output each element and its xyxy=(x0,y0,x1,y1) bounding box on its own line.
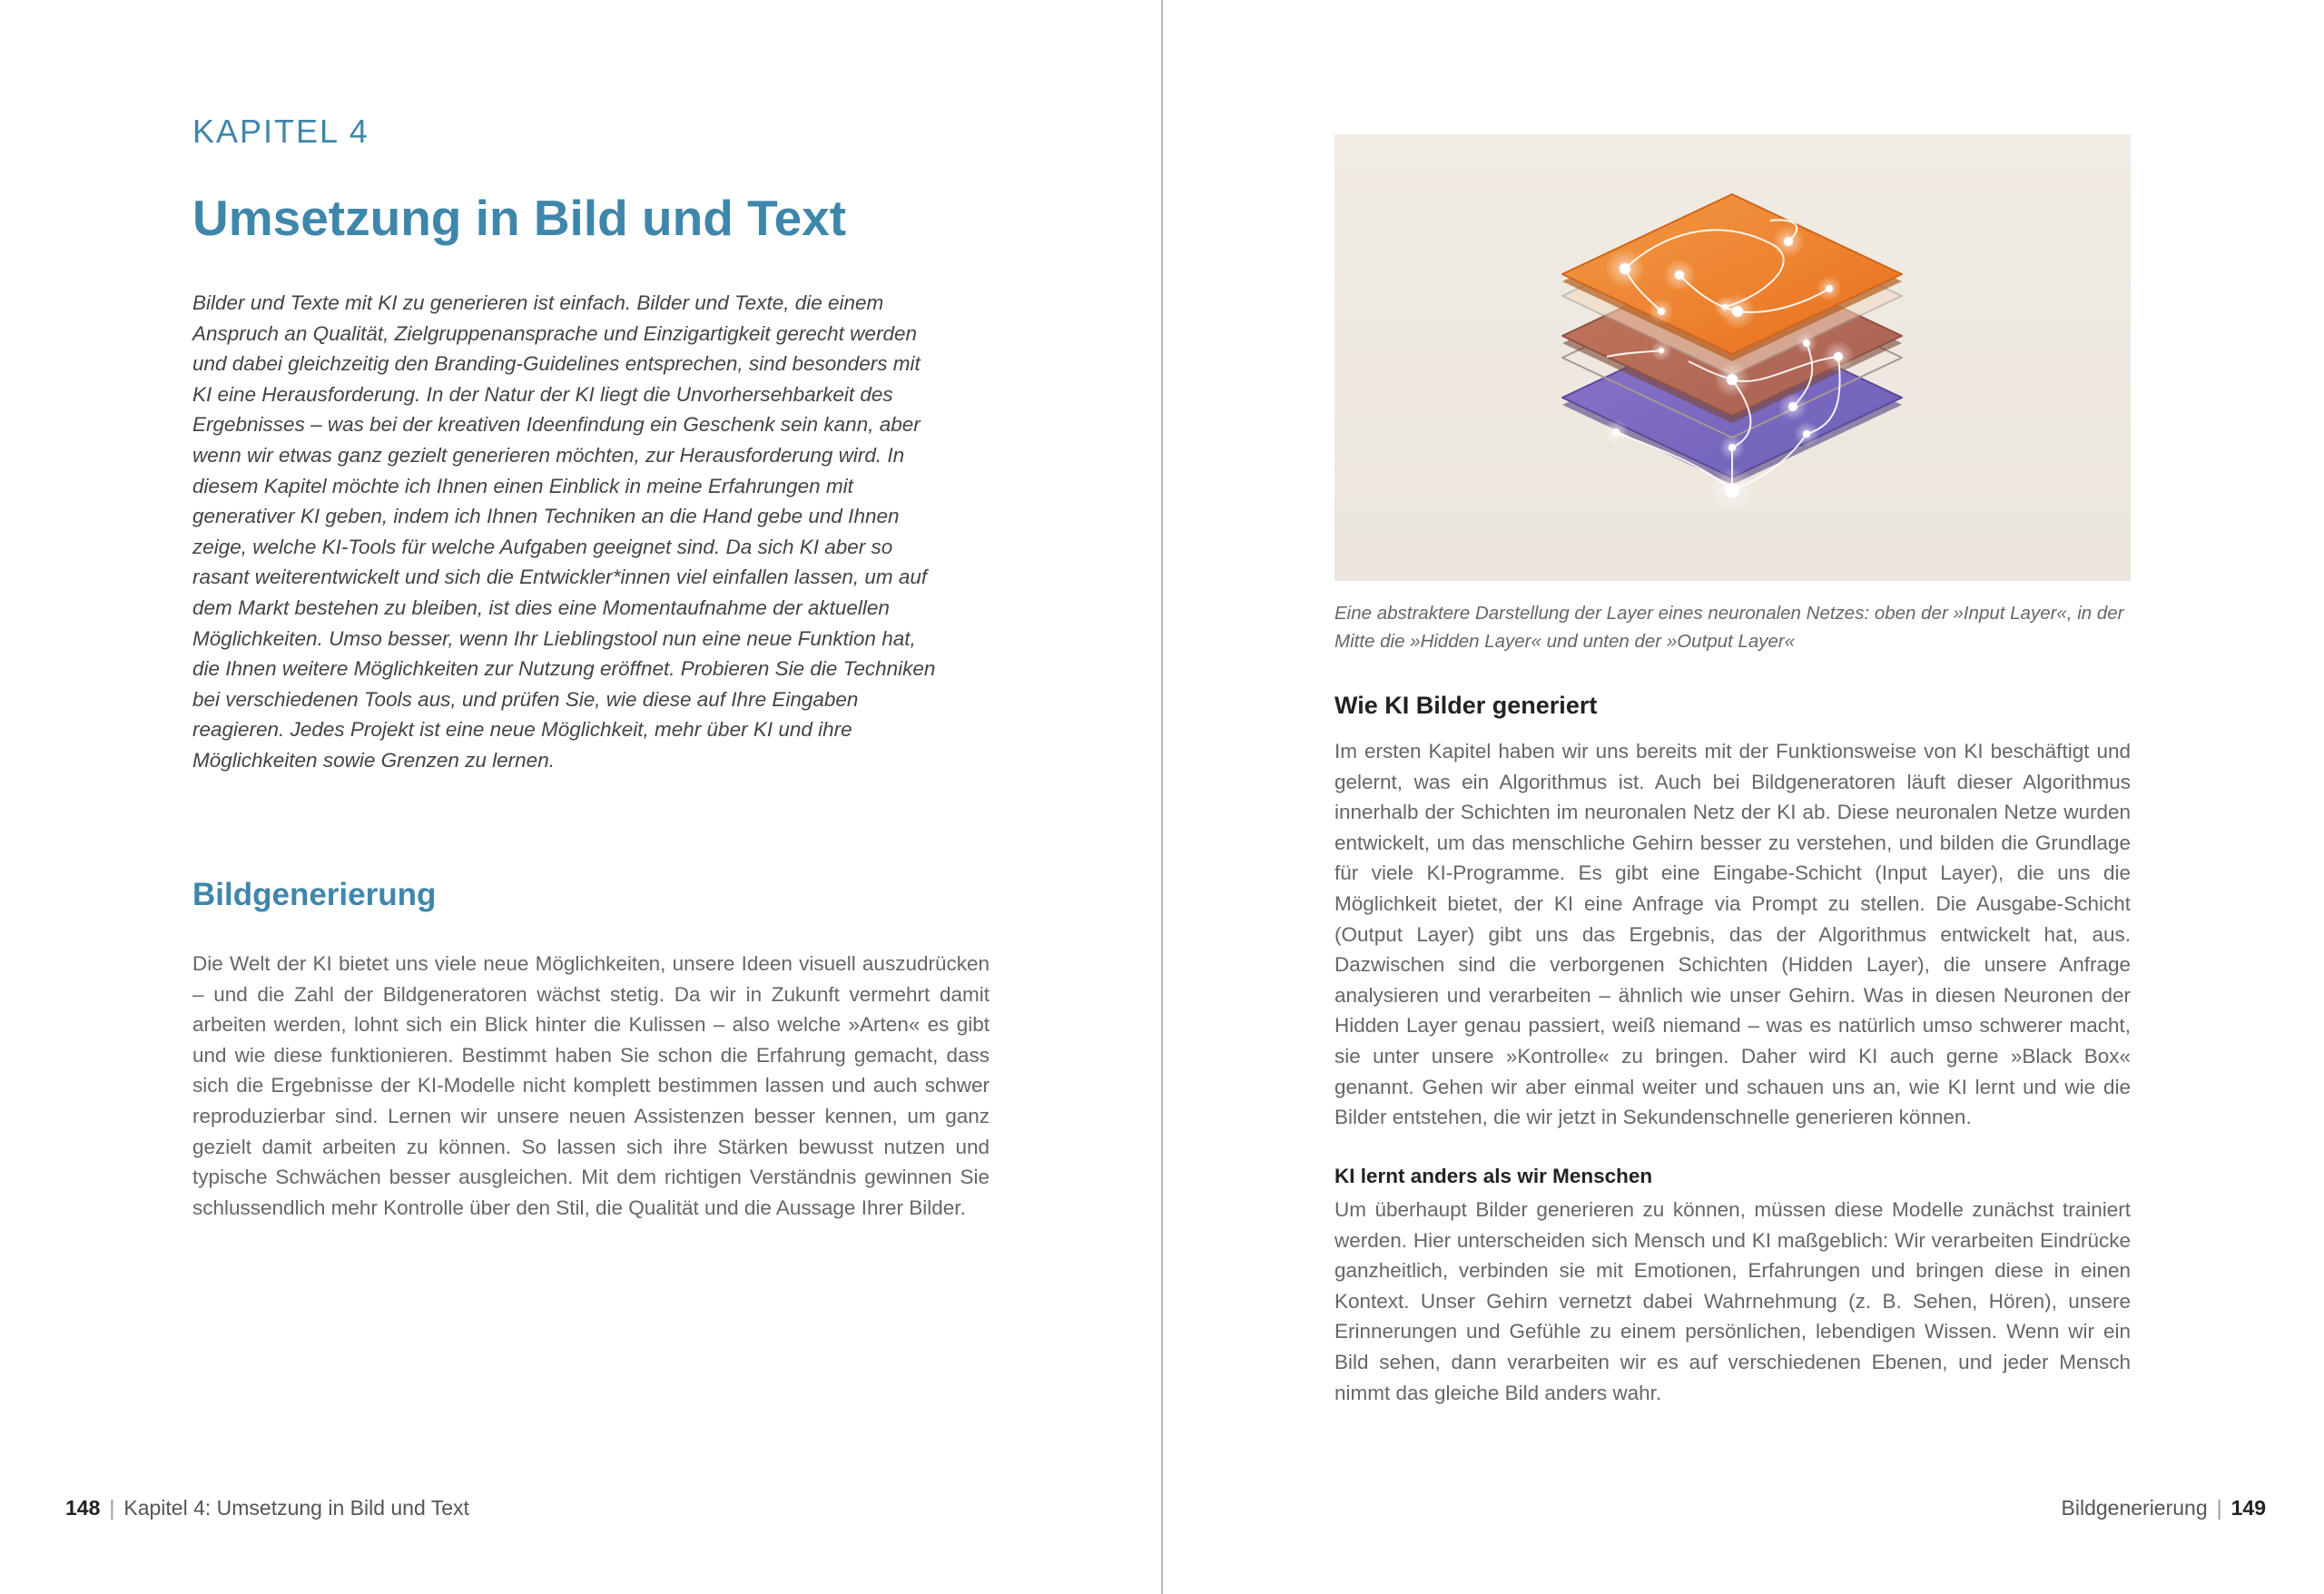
page-footer-right xyxy=(2062,1496,2266,1520)
chapter-title: Umsetzung in Bild und Text xyxy=(192,190,847,246)
figure-caption: Eine abstraktere Darstellung der Layer eines neuronalen Netzes: oben der »Input Layer«, in der Mitte die »Hidden Layer« und unten der »Output Layer« xyxy=(1334,603,2124,652)
footer-separator: | xyxy=(109,1496,115,1520)
layer-stack-graphic xyxy=(1334,134,2131,581)
section-body: Im ersten Kapitel haben wir uns bereits mit der Funktionsweise von KI beschäftigt und gelernt, was ein Algorithmus ist. Auch bei Bildgeneratoren läuft dieser Algorithmus innerhalb der Schichten im neuronalen Netz der KI ab. Diese neuronalen Netze wurden entwickelt, um das menschliche Gehirn besser zu verstehen, und bilden die Grundlage für viele KI-Programme. Es gibt eine Eingabe-Schicht (Input Layer), die uns die Möglichkeit bietet, der KI eine Anfrage via Prompt zu stellen. Die Ausgabe-Schicht (Output Layer) gibt uns das Ergebnis, das der Algorithmus entwickelt hat, aus. Dazwischen sind die verborgenen Schichten (Hidden Layer), die unsere Anfrage analysieren und verarbeiten – ähnlich wie unser Gehirn. Was in diesen Neuronen der Hidden Layer genau passiert, weiß niemand – was es natürlich umso schwerer macht, sie unter unsere »Kontrolle« zu bringen. Daher wird KI auch gerne »Black Box« genannt. Gehen wir aber einmal weiter und schauen uns an, wie KI lernt und wie die Bilder entstehen, die wir jetzt in Sekundenschnelle generieren können. xyxy=(1334,740,2131,1129)
section-heading: Wie KI Bilder generiert xyxy=(1334,692,1598,719)
subsection-heading: KI lernt anders als wir Menschen xyxy=(1334,1165,1653,1187)
section-title: Bildgenerierung xyxy=(192,877,437,912)
left-page xyxy=(0,0,1161,1594)
section-body: Die Welt der KI bietet uns viele neue Möglichkeiten, unsere Ideen visuell auszudrücken – und die Zahl der Bildgeneratoren wächst stetig. Da wir in Zukunft vermehrt damit arbeiten werden, lohnt sich ein Blick hinter die Kulissen – also welche »Arten« es gibt und wie diese funktionieren. Bestimmt haben Sie schon die Erfahrung gemacht, dass sich die Ergebnisse der KI-Modelle nicht komplett bestimmen lassen und auch schwer reproduzierbar sind. Lernen wir unsere neuen Assistenzen besser kennen, um ganz gezielt damit arbeiten zu können. So lassen sich ihre Stärken bewusst nutzen und typische Schwächen besser ausgleichen. Mit dem richtigen Verständnis gewinnen Sie schlussendlich mehr Kontrolle über den Stil, die Qualität und die Aussage Ihrer Bilder. xyxy=(192,952,990,1219)
neural-network-layers-illustration xyxy=(1334,134,2131,581)
right-page xyxy=(1163,0,2324,1594)
subsection-body: Um überhaupt Bilder generieren zu können, müssen diese Modelle zunächst trainiert werden. Hier unterscheiden sich Mensch und KI maßgeblich: Wir verarbeiten Eindrücke ganzheitlich, verbinden sie mit Emotionen, Erfahrungen und bringen diese in einen Kontext. Unser Gehirn vernetzt dabei Wahrnehmung (z. B. Sehen, Hören), unsere Erinnerungen und Gefühle zu einem persönlichen, lebendigen Wissen. Wenn wir ein Bild sehen, dann verarbeiten wir es auf verschiedenen Ebenen, und jeder Mensch nimmt das gleiche Bild anders wahr. xyxy=(1334,1198,2131,1404)
running-title: Kapitel 4: Umsetzung in Bild und Text xyxy=(123,1496,469,1520)
running-title: Bildgenerierung xyxy=(2061,1496,2208,1520)
chapter-intro: Bilder und Texte mit KI zu generieren ist einfach. Bilder und Texte, die einem Anspruch an Qualität, Zielgruppenansprache und Einzigartigkeit gerecht werden und dabei gleichzeitig den Branding-Guidelines entsprechen, sind besonders mit KI eine Herausforderung. In der Natur der KI liegt die Unvorhersehbarkeit des Ergebnisses – was bei der kreativen Ideenfindung ein Geschenk sein kann, aber wenn wir etwas ganz gezielt generieren möchten, zur Herausforderung wird. In diesem Kapitel möchte ich Ihnen einen Einblick in meine Erfahrungen mit generativer KI geben, indem ich Ihnen Techniken an die Hand gebe und Ihnen zeige, welche KI-Tools für welche Aufgaben geeignet sind. Da sich KI aber so rasant weiterentwickelt und sich die Entwickler*innen viel einfallen lassen, um auf dem Markt bestehen zu bleiben, ist dies eine Momentaufnahme der aktuellen Möglichkeiten. Umso besser, wenn Ihr Lieblingstool nun eine neue Funktion hat, die Ihnen weitere Möglichkeiten zur Nutzung eröffnet. Probieren Sie die Techniken bei verschiedenen Tools aus, und prüfen Sie, wie diese auf Ihre Eingaben reagieren. Jedes Projekt ist eine neue Möglichkeit, mehr über KI und ihre Möglichkeiten sowie Grenzen zu lernen. xyxy=(192,291,936,772)
page-number: 148 xyxy=(65,1496,101,1520)
page-footer-left xyxy=(65,1496,469,1520)
page-number: 149 xyxy=(2230,1496,2266,1520)
footer-separator: | xyxy=(2216,1496,2222,1520)
chapter-label: KAPITEL 4 xyxy=(192,113,369,150)
